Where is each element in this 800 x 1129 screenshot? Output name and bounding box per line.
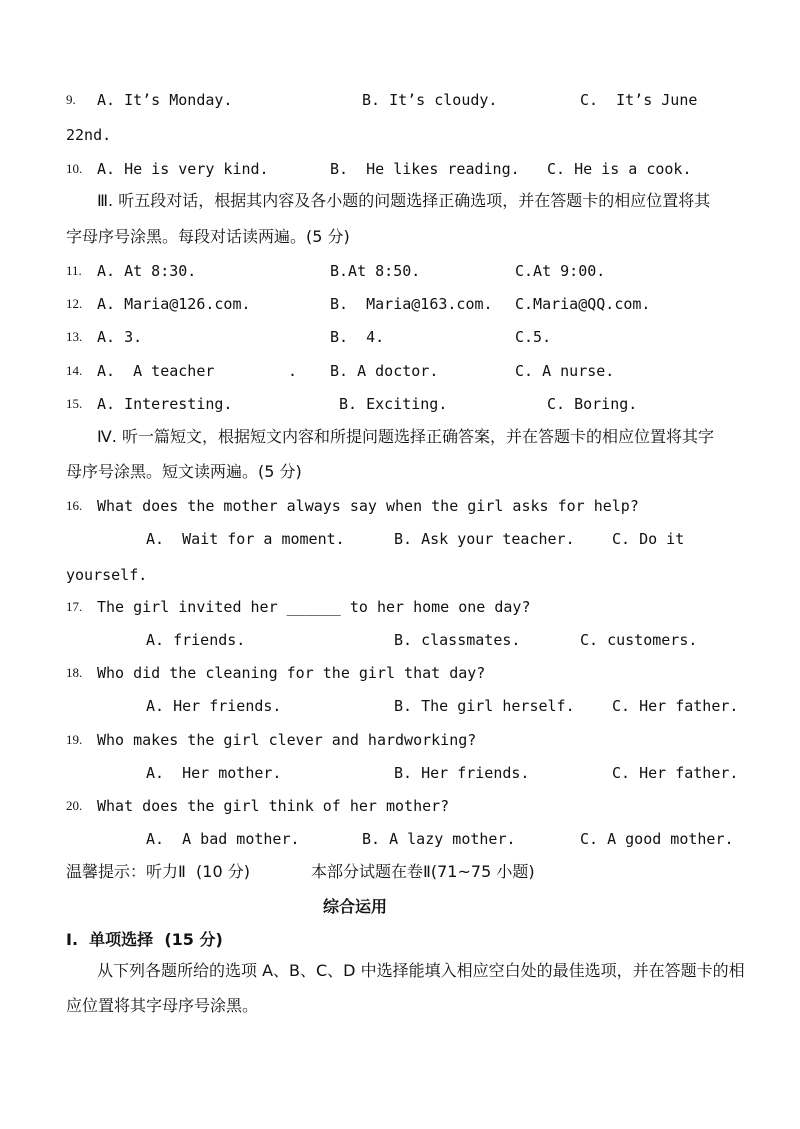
section-3-instruction-line1: Ⅲ. 听五段对话，根据其内容及各小题的问题选择正确选项，并在答题卡的相应位置将其: [97, 191, 711, 210]
question-number: 16.: [66, 498, 83, 513]
question-number: 15.: [66, 396, 83, 411]
question-text: What does the girl think of her mother?: [97, 797, 450, 815]
option-c-continuation: yourself.: [66, 566, 148, 584]
option-a: A. Her mother.: [146, 764, 282, 782]
question-number: 17.: [66, 599, 83, 614]
option-c: C. A nurse.: [515, 362, 615, 380]
part-1-instruction-line1: 从下列各题所给的选项 A、B、C、D 中选择能填入相应空白处的最佳选项，并在答题卡的相: [97, 961, 745, 980]
option-c: C.Maria@QQ.com.: [515, 295, 651, 313]
option-c: C. Her father.: [612, 697, 739, 715]
option-a: A. Her friends.: [146, 697, 282, 715]
option-b: B. It’s cloudy.: [362, 91, 498, 109]
option-c: C. Do it: [612, 530, 685, 548]
section-heading: 综合运用: [323, 897, 388, 916]
option-c: C.5.: [515, 328, 552, 346]
option-b: B. He likes reading.: [330, 160, 520, 178]
option-b: B. The girl herself.: [394, 697, 575, 715]
option-a: A. A bad mother.: [146, 830, 300, 848]
option-c-continuation: 22nd.: [66, 126, 112, 144]
option-b: B.At 8:50.: [330, 262, 421, 280]
section-4-instruction-line2: 母序号涂黑。短文读两遍。(5 分): [66, 462, 302, 481]
section-4-instruction-line1: Ⅳ. 听一篇短文，根据短文内容和所提问题选择正确答案，并在答题卡的相应位置将其字: [97, 427, 714, 446]
option-a: A. At 8:30.: [97, 262, 197, 280]
option-c: C. customers.: [580, 631, 698, 649]
option-a: A. A teacher: [97, 362, 215, 380]
question-number: 19.: [66, 732, 83, 747]
option-b: B. Exciting.: [339, 395, 448, 413]
option-c: C. Her father.: [612, 764, 739, 782]
option-c: C. A good mother.: [580, 830, 734, 848]
option-a: A. friends.: [146, 631, 246, 649]
option-a: A. 3.: [97, 328, 143, 346]
option-b: B. A lazy mother.: [362, 830, 516, 848]
question-number: 14.: [66, 363, 83, 378]
stray-dot: .: [288, 362, 298, 380]
question-number: 10.: [66, 161, 83, 176]
option-b: B. Maria@163.com.: [330, 295, 493, 313]
option-b: B. classmates.: [394, 631, 521, 649]
option-b: B. Ask your teacher.: [394, 530, 575, 548]
section-3-instruction-line2: 字母序号涂黑。每段对话读两遍。(5 分): [66, 227, 350, 246]
option-b: B. Her friends.: [394, 764, 530, 782]
option-a: A. It’s Monday.: [97, 91, 233, 109]
option-a: A. Wait for a moment.: [146, 530, 345, 548]
question-number: 12.: [66, 296, 83, 311]
option-b: B. 4.: [330, 328, 385, 346]
tip-left: 温馨提示：听力Ⅱ (10 分): [66, 862, 250, 881]
question-number: 9.: [66, 92, 76, 107]
tip-right: 本部分试题在卷Ⅱ(71~75 小题): [311, 862, 535, 881]
option-c: C.At 9:00.: [515, 262, 606, 280]
question-text: Who makes the girl clever and hardworking?: [97, 731, 477, 749]
question-text: Who did the cleaning for the girl that day?: [97, 664, 486, 682]
part-1-instruction-line2: 应位置将其字母序号涂黑。: [66, 996, 259, 1015]
question-number: 13.: [66, 329, 83, 344]
question-text: The girl invited her ______ to her home one day?: [97, 598, 531, 616]
option-c: C. He is a cook.: [547, 160, 692, 178]
option-c: C. It’s June: [580, 91, 698, 109]
option-a: A. Interesting.: [97, 395, 233, 413]
option-b: B. A doctor.: [330, 362, 439, 380]
question-text: What does the mother always say when the girl asks for help?: [97, 497, 639, 515]
option-a: A. He is very kind.: [97, 160, 269, 178]
part-1-title: Ⅰ. 单项选择 (15 分): [66, 930, 223, 949]
question-number: 20.: [66, 798, 83, 813]
option-c: C. Boring.: [547, 395, 638, 413]
question-number: 18.: [66, 665, 83, 680]
question-number: 11.: [66, 263, 82, 278]
option-a: A. Maria@126.com.: [97, 295, 251, 313]
